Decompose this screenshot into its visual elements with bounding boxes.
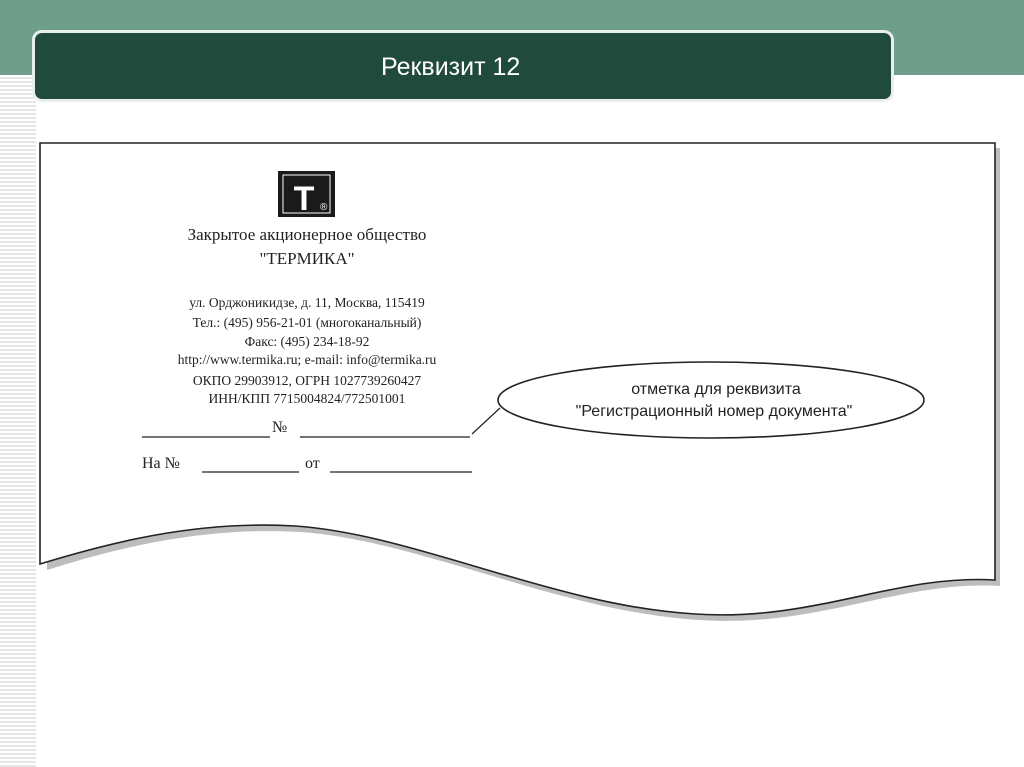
callout-line-2: "Регистрационный номер документа" — [575, 403, 853, 420]
logo-registered-mark: ® — [320, 202, 328, 213]
company-inn-kpp: ИНН/КПП 7715004824/772501001 — [208, 391, 406, 406]
company-fax: Факс: (495) 234-18-92 — [244, 334, 370, 349]
logo-letter: Т — [293, 180, 315, 218]
reference-prefix: На № — [142, 455, 180, 472]
number-sign: № — [272, 419, 288, 436]
company-okpo-ogrn: ОКПО 29903912, ОГРН 1027739260427 — [192, 373, 422, 388]
callout-ellipse — [498, 362, 924, 438]
callout-line-1: отметка для реквизита — [631, 381, 801, 398]
reference-from: от — [305, 455, 320, 472]
slide-title: Реквизит 12 — [381, 53, 521, 81]
company-web-email: http://www.termika.ru; e-mail: info@termika.ru — [177, 352, 437, 367]
company-name: "ТЕРМИКА" — [259, 249, 355, 268]
company-address: ул. Орджоникидзе, д. 11, Москва, 115419 — [189, 295, 425, 310]
company-phone: Тел.: (495) 956-21-01 (многоканальный) — [192, 315, 422, 330]
company-logo — [278, 171, 335, 218]
company-type: Закрытое акционерное общество — [187, 225, 427, 244]
